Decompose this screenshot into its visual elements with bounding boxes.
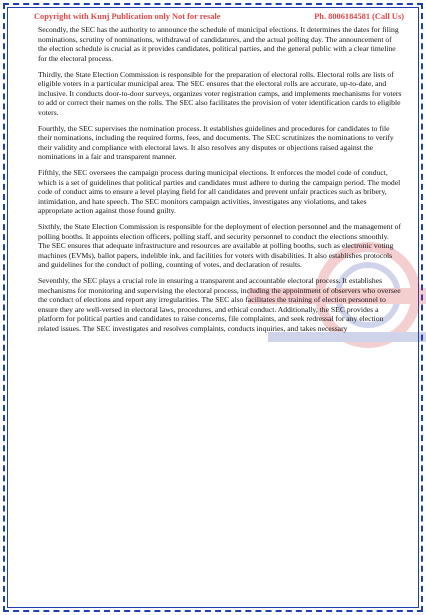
paragraph-schedule: Secondly, the SEC has the authority to announce the schedule of municipal elections. It determines the dates for filing nominations, scrutiny of nominations, withdrawal of candidatures, and the actual polling day. The announcement of the election schedule is crucial as it provides candidates, political parties, and the general public with a clear timeline for the electoral process. [38,25,399,63]
paragraph-transparency: Seventhly, the SEC plays a crucial role in ensuring a transparent and accountable electoral process. It establishes mechanisms for monitoring and supervising the electoral process, including the appointment of observers who oversee the conduct of elections and report any irregularities. The SEC also facilitates the training of election personnel to ensure they are well-versed in electoral laws, procedures, and ethical conduct. Additionally, the SEC provides a platform for political parties and candidates to raise concerns, file complaints, and seek redressal for any election related issues. The SEC investigates and resolves complaints, conducts inquiries, and takes necessary [38,276,401,333]
page-header [34,12,404,21]
paragraph-nomination: Fourthly, the SEC supervises the nomination process. It establishes guidelines and procedures for candidates to file their nominations, including the required forms, fees, and documents. The SEC scrutinizes the nominations to verify their validity and compliance with electoral laws. It also resolves any disputes or objections raised against the nominations in a fair and transparent manner. [38,123,394,162]
paragraph-electoral-rolls: Thirdly, the State Election Commission is responsible for the preparation of electoral rolls. Electoral rolls are lists of eligible voters in a particular municipal area. The SEC ensures that the electoral rolls are accurate, up-to-date, and inclusive. It conducts door-to-door surveys, organizes voter registration camps, and implements mechanisms for voters to add or correct their names on the rolls. The SEC also facilitates the provision of voter identification cards to eligible voters. [38,69,402,117]
paragraph-personnel: Sixthly, the State Election Commission is responsible for the deployment of election personnel and the management of polling booths. It appoints election officers, polling staff, and security personnel to conduct the elections smoothly. The SEC ensures that adequate infrastructure and resources are available at polling booths, such as electronic voting machines (EVMs), ballot papers, indelible ink, and facilities for voters with disabilities. It also establishes protocols and guidelines for the conduct of polling, counting of votes, and declaration of results. [38,222,401,270]
contact-phone: Ph. 8006184581 (Call Us) [314,12,404,21]
copyright-notice: Copyright with Kunj Publication only Not for resale [34,12,221,21]
paragraph-campaign: Fifthly, the SEC oversees the campaign process during municipal elections. It enforces the model code of conduct, which is a set of guidelines that political parties and candidates must adhere to during the campaign period. The model code of conduct aims to ensure a level playing field for all candidates and prevent unfair practices such as bribery, intimidation, and hate speech. The SEC monitors campaign activities, investigates any violations, and takes appropriate action against those found guilty. [38,168,401,216]
document-body [38,25,402,340]
